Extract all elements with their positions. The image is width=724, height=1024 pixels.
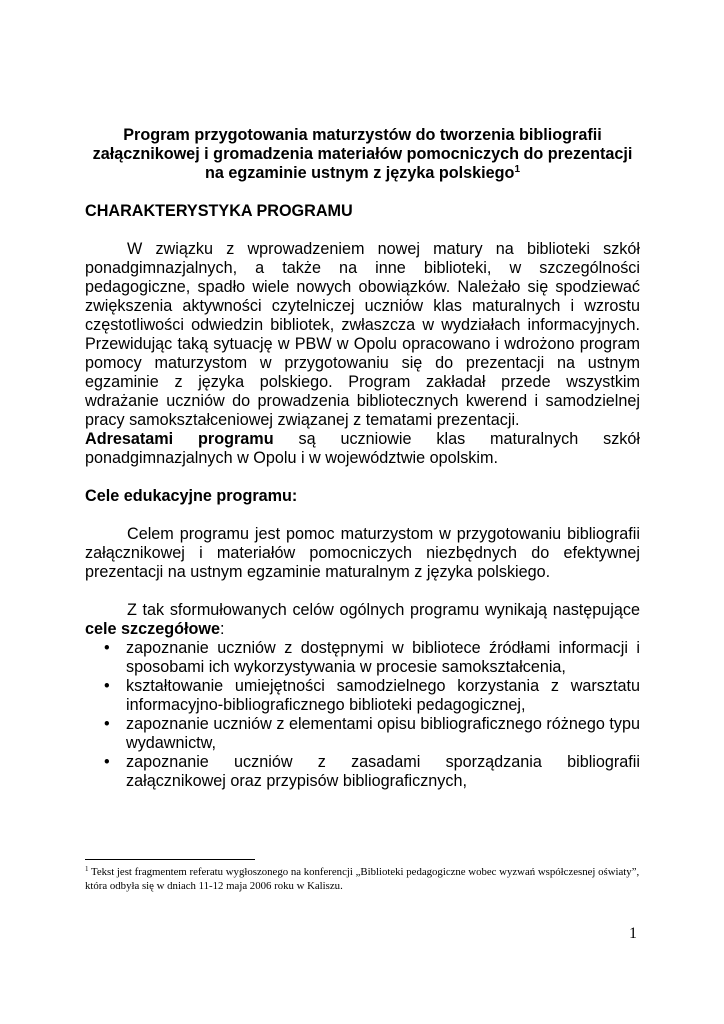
bullet-icon: • bbox=[104, 753, 110, 771]
cele-heading: Cele edukacyjne programu: bbox=[85, 487, 298, 505]
szczegolowe-bold: cele szczegółowe bbox=[85, 620, 220, 638]
bullet-icon: • bbox=[104, 677, 110, 695]
adresaci-label: Adresatami programu bbox=[85, 430, 274, 448]
cele-szczegolowe-list bbox=[85, 639, 640, 791]
list-item bbox=[85, 677, 640, 715]
document-page bbox=[85, 126, 640, 791]
section-heading: CHARAKTERYSTYKA PROGRAMU bbox=[85, 202, 353, 220]
list-item bbox=[85, 753, 640, 791]
list-item-text: zapoznanie uczniów z elementami opisu bibliograficznego różnego typu wydawnictw, bbox=[126, 715, 640, 752]
title-line-3-text: na egzaminie ustnym z języka polskiego bbox=[204, 164, 515, 182]
list-item-text: zapoznanie uczniów z zasadami sporządzania bibliografii załącznikowej oraz przypisów bibliograficznych, bbox=[126, 753, 640, 790]
adresaci-text: są uczniowie klas maturalnych szkół ponadgimnazjalnych w Opolu i w województwie opolskim. bbox=[85, 430, 640, 467]
title-line-2: załącznikowej i gromadzenia materiałów pomocniczych do prezentacji bbox=[92, 145, 633, 163]
cele-paragraph: Celem programu jest pomoc maturzystom w przygotowaniu bibliografii załącznikowej i materiałów pomocniczych niezbędnych do efektywnej prezentacji na ustnym egzaminie maturalnym z języka polskiego. bbox=[85, 525, 640, 581]
footnote bbox=[85, 865, 640, 893]
list-item-text: kształtowanie umiejętności samodzielnego korzystania z warsztatu informacyjno-bibliograficznego biblioteki pedagogicznej, bbox=[126, 677, 640, 714]
list-item bbox=[85, 715, 640, 753]
page-number: 1 bbox=[629, 925, 637, 942]
list-item bbox=[85, 639, 640, 677]
szczegolowe-after: : bbox=[219, 620, 225, 638]
title-footnote-ref: 1 bbox=[514, 164, 521, 175]
title-line-1: Program przygotowania maturzystów do tworzenia bibliografii bbox=[123, 126, 602, 144]
adresaci-paragraph bbox=[85, 430, 640, 468]
footnote-text: Tekst jest fragmentem referatu wygłoszonego na konferencji „Biblioteki pedagogiczne wobec wyzwań współczesnej oświaty”, która odbyła się w dniach 11-12 maja 2006 roku w Kaliszu. bbox=[85, 866, 640, 892]
szczegolowe-intro bbox=[85, 601, 640, 639]
szczegolowe-before: Z tak sformułowanych celów ogólnych programu wynikają następujące bbox=[127, 601, 640, 619]
document-title bbox=[85, 126, 640, 183]
footnote-separator bbox=[85, 859, 255, 860]
bullet-icon: • bbox=[104, 639, 110, 657]
footnote-number: 1 bbox=[85, 865, 89, 873]
title-line-3 bbox=[85, 164, 640, 183]
intro-paragraph: W związku z wprowadzeniem nowej matury na biblioteki szkół ponadgimnazjalnych, a także na inne biblioteki, w szczególności pedagogiczne, spadło wiele nowych obowiązków. Należało się spodziewać zwiększenia aktywności czytelniczej uczniów klas maturalnych i wzrostu częstotliwości odwiedzin bibliotek, zwłaszcza w wydziałach informacyjnych. Przewidując taką sytuację w PBW w Opolu opracowano i wdrożono program pomocy maturzystom w przygotowaniu się do prezentacji na ustnym egzaminie z języka polskiego. Program zakładał przede wszystkim wdrażanie uczniów do prowadzenia bibliotecznych kwerend i samodzielnej pracy samokształceniowej związanej z tematami prezentacji. bbox=[85, 240, 640, 429]
bullet-icon: • bbox=[104, 715, 110, 733]
list-item-text: zapoznanie uczniów z dostępnymi w bibliotece źródłami informacji i sposobami ich wykorzystywania w procesie samokształcenia, bbox=[126, 639, 640, 676]
